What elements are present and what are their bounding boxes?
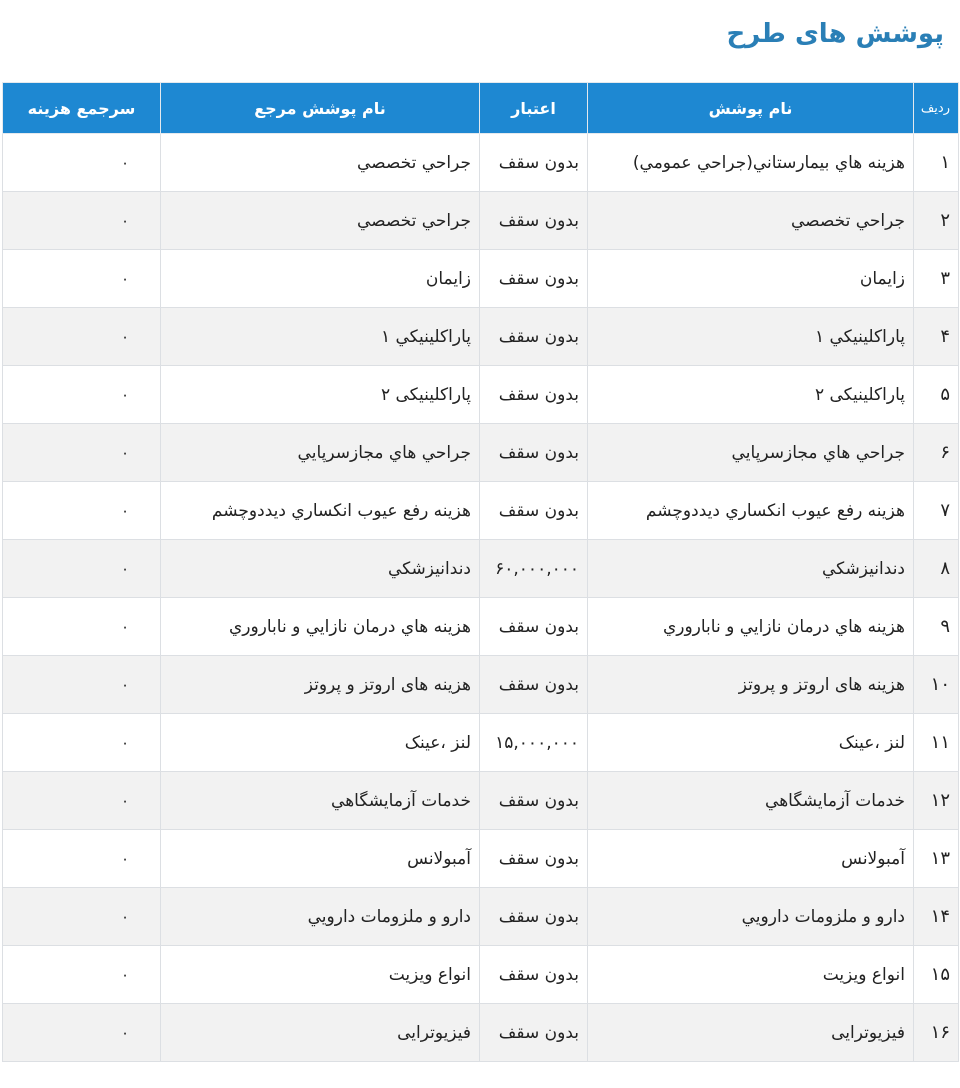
cell-total-cost: ۰ [3, 714, 161, 772]
cell-coverage-name: زايمان [588, 250, 914, 308]
cell-credit: ۱۵,۰۰۰,۰۰۰ [480, 714, 588, 772]
cell-row-number: ۷ [914, 482, 959, 540]
header-row [3, 83, 959, 134]
cell-total-cost: ۰ [3, 888, 161, 946]
table-row [3, 424, 959, 482]
cell-reference-coverage: هزينه رفع عيوب انكساري ديددوچشم [161, 482, 480, 540]
cell-row-number: ۱۴ [914, 888, 959, 946]
cell-row-number: ۱۱ [914, 714, 959, 772]
cell-row-number: ۹ [914, 598, 959, 656]
cell-total-cost: ۰ [3, 250, 161, 308]
cell-coverage-name: دارو و ملزومات دارويي [588, 888, 914, 946]
cell-reference-coverage: خدمات آزمايشگاهي [161, 772, 480, 830]
header-reference-coverage: نام پوشش مرجع [161, 83, 480, 134]
cell-credit: بدون سقف [480, 772, 588, 830]
table-row [3, 482, 959, 540]
cell-coverage-name: پاراكلينيكي ۱ [588, 308, 914, 366]
cell-credit: بدون سقف [480, 134, 588, 192]
cell-coverage-name: آمبولانس [588, 830, 914, 888]
cell-coverage-name: جراحي تخصصي [588, 192, 914, 250]
coverage-table-container [2, 82, 958, 1062]
cell-coverage-name: هزينه هاي بيمارستاني(جراحي عمومي) [588, 134, 914, 192]
cell-reference-coverage: آمبولانس [161, 830, 480, 888]
coverage-table [2, 82, 959, 1062]
cell-coverage-name: دندانيزشكي [588, 540, 914, 598]
cell-coverage-name: پاراکلینیکی ۲ [588, 366, 914, 424]
cell-credit: ۶۰,۰۰۰,۰۰۰ [480, 540, 588, 598]
cell-coverage-name: هزینه های اروتز و پروتز [588, 656, 914, 714]
cell-total-cost: ۰ [3, 656, 161, 714]
cell-row-number: ۱۳ [914, 830, 959, 888]
cell-total-cost: ۰ [3, 366, 161, 424]
cell-total-cost: ۰ [3, 192, 161, 250]
cell-credit: بدون سقف [480, 250, 588, 308]
cell-total-cost: ۰ [3, 946, 161, 1004]
header-row-number: رديف [914, 83, 959, 134]
cell-coverage-name: انواع ويزيت [588, 946, 914, 1004]
cell-credit: بدون سقف [480, 888, 588, 946]
table-row [3, 192, 959, 250]
cell-row-number: ۴ [914, 308, 959, 366]
cell-total-cost: ۰ [3, 772, 161, 830]
cell-row-number: ۵ [914, 366, 959, 424]
cell-row-number: ۱ [914, 134, 959, 192]
cell-row-number: ۶ [914, 424, 959, 482]
cell-row-number: ۸ [914, 540, 959, 598]
cell-reference-coverage: جراحي تخصصي [161, 134, 480, 192]
table-row [3, 540, 959, 598]
table-row [3, 772, 959, 830]
cell-coverage-name: خدمات آزمايشگاهي [588, 772, 914, 830]
cell-reference-coverage: هزینه های اروتز و پروتز [161, 656, 480, 714]
page-title: پوشش های طرح [726, 19, 944, 49]
cell-coverage-name: لنز ،عینک [588, 714, 914, 772]
cell-reference-coverage: زايمان [161, 250, 480, 308]
cell-total-cost: ۰ [3, 134, 161, 192]
cell-reference-coverage: پاراکلینیکی ۲ [161, 366, 480, 424]
cell-row-number: ۱۶ [914, 1004, 959, 1062]
cell-credit: بدون سقف [480, 830, 588, 888]
table-row [3, 946, 959, 1004]
cell-credit: بدون سقف [480, 192, 588, 250]
cell-total-cost: ۰ [3, 830, 161, 888]
table-row [3, 308, 959, 366]
table-body [3, 134, 959, 1062]
cell-reference-coverage: پاراكلينيكي ۱ [161, 308, 480, 366]
cell-coverage-name: فیزیوترایی [588, 1004, 914, 1062]
cell-total-cost: ۰ [3, 308, 161, 366]
table-row [3, 656, 959, 714]
cell-reference-coverage: هزينه هاي درمان نازايي و ناباروري [161, 598, 480, 656]
table-row [3, 830, 959, 888]
cell-reference-coverage: جراحي هاي مجازسرپايي [161, 424, 480, 482]
cell-credit: بدون سقف [480, 308, 588, 366]
cell-total-cost: ۰ [3, 540, 161, 598]
cell-credit: بدون سقف [480, 656, 588, 714]
cell-credit: بدون سقف [480, 598, 588, 656]
cell-row-number: ۱۵ [914, 946, 959, 1004]
cell-row-number: ۲ [914, 192, 959, 250]
cell-reference-coverage: دندانيزشكي [161, 540, 480, 598]
cell-total-cost: ۰ [3, 1004, 161, 1062]
cell-reference-coverage: دارو و ملزومات دارويي [161, 888, 480, 946]
header-credit: اعتبار [480, 83, 588, 134]
table-row [3, 250, 959, 308]
cell-coverage-name: جراحي هاي مجازسرپايي [588, 424, 914, 482]
cell-credit: بدون سقف [480, 366, 588, 424]
table-row [3, 598, 959, 656]
table-row [3, 888, 959, 946]
table-row [3, 714, 959, 772]
cell-credit: بدون سقف [480, 482, 588, 540]
cell-total-cost: ۰ [3, 598, 161, 656]
table-row [3, 134, 959, 192]
cell-row-number: ۱۲ [914, 772, 959, 830]
cell-credit: بدون سقف [480, 946, 588, 1004]
cell-reference-coverage: جراحي تخصصي [161, 192, 480, 250]
cell-reference-coverage: لنز ،عینک [161, 714, 480, 772]
cell-row-number: ۱۰ [914, 656, 959, 714]
header-total-cost: سرجمع هزينه [3, 83, 161, 134]
cell-credit: بدون سقف [480, 1004, 588, 1062]
cell-reference-coverage: فیزیوترایی [161, 1004, 480, 1062]
table-row [3, 1004, 959, 1062]
cell-total-cost: ۰ [3, 424, 161, 482]
cell-coverage-name: هزينه رفع عيوب انكساري ديددوچشم [588, 482, 914, 540]
cell-row-number: ۳ [914, 250, 959, 308]
cell-total-cost: ۰ [3, 482, 161, 540]
cell-coverage-name: هزينه هاي درمان نازايي و ناباروري [588, 598, 914, 656]
cell-credit: بدون سقف [480, 424, 588, 482]
table-header [3, 83, 959, 134]
header-coverage-name: نام پوشش [588, 83, 914, 134]
cell-reference-coverage: انواع ويزيت [161, 946, 480, 1004]
table-row [3, 366, 959, 424]
